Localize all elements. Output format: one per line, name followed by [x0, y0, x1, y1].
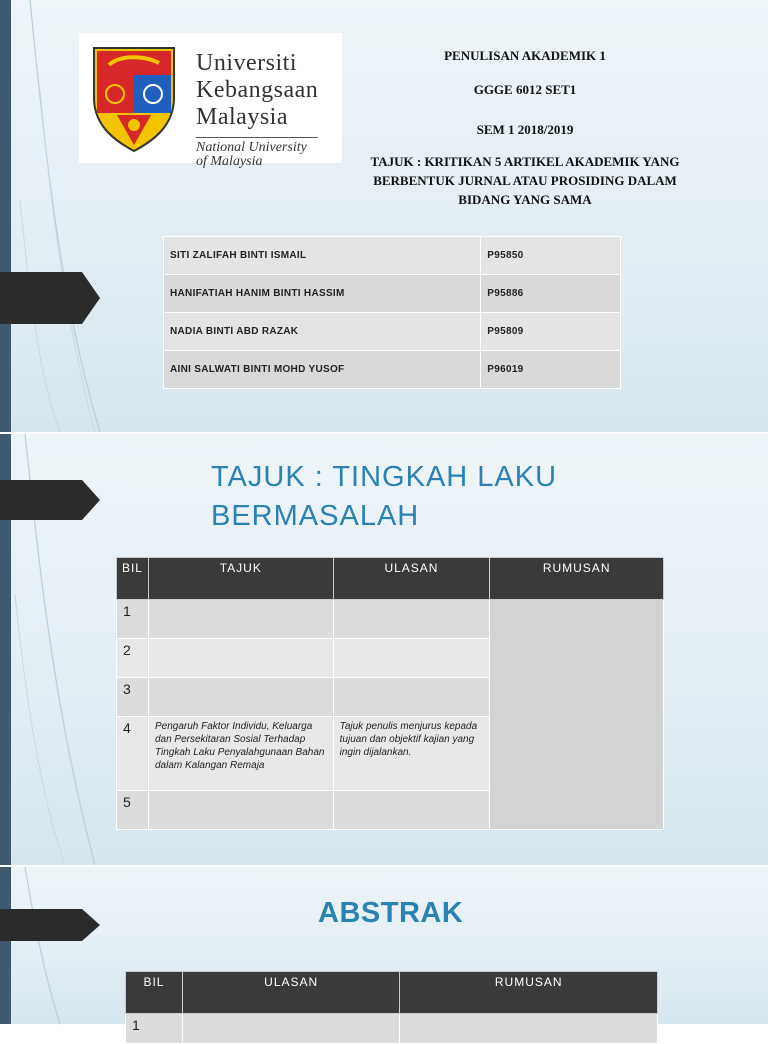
row-tajuk — [148, 791, 333, 830]
table-header-row — [117, 558, 664, 600]
decorative-lines — [0, 867, 140, 1024]
course-code: GGGE 6012 SET1 — [473, 82, 577, 97]
row-number: 3 — [117, 678, 149, 717]
header-tajuk: TAJUK — [148, 558, 333, 600]
row-tajuk — [148, 678, 333, 717]
member-name: NADIA BINTI ABD RAZAK — [164, 313, 481, 351]
slide-3 — [0, 867, 768, 1033]
topic-line-3: BIDANG YANG SAMA — [458, 192, 592, 207]
table-row — [164, 275, 621, 313]
table-row — [164, 351, 621, 389]
semester: SEM 1 2018/2019 — [476, 122, 574, 137]
rumusan-cell — [490, 600, 664, 830]
header-rumusan: RUMUSAN — [400, 972, 658, 1014]
slide-title — [211, 458, 557, 536]
slide-arrow-marker — [0, 272, 100, 324]
row-number: 5 — [117, 791, 149, 830]
table-row — [126, 1014, 658, 1044]
slide-arrow-marker — [0, 909, 100, 941]
uni-line-5: of Malaysia — [196, 154, 263, 169]
members-table — [163, 236, 621, 389]
header-ulasan: ULASAN — [182, 972, 400, 1014]
row-ulasan — [333, 600, 490, 639]
header-bil: BIL — [126, 972, 183, 1014]
table-row — [164, 237, 621, 275]
title-line-1: TAJUK : TINGKAH LAKU — [211, 461, 558, 493]
slide-1 — [0, 0, 768, 432]
member-name: SITI ZALIFAH BINTI ISMAIL — [164, 237, 481, 275]
topic-line-1: TAJUK : KRITIKAN 5 ARTIKEL AKADEMIK YANG — [370, 154, 680, 169]
row-ulasan — [333, 639, 490, 678]
row-number: 4 — [117, 717, 149, 791]
uni-line-4: National University — [196, 137, 318, 155]
row-ulasan: Tajuk penulis menjurus kepada tujuan dan objektif kajian yang ingin dijalankan. — [333, 717, 490, 791]
slide-2 — [0, 434, 768, 865]
row-number: 2 — [117, 639, 149, 678]
uni-line-3: Malaysia — [196, 104, 288, 130]
abstract-table — [125, 971, 658, 1044]
title-line-2: BERMASALAH — [211, 500, 420, 532]
member-name: HANIFATIAH HANIM BINTI HASSIM — [164, 275, 481, 313]
row-ulasan — [182, 1014, 400, 1044]
topic-line-2: BERBENTUK JURNAL ATAU PROSIDING DALAM — [373, 173, 677, 188]
row-tajuk — [148, 600, 333, 639]
review-table — [116, 557, 664, 830]
member-name: AINI SALWATI BINTI MOHD YUSOF — [164, 351, 481, 389]
member-id: P95850 — [481, 237, 621, 275]
member-id: P96019 — [481, 351, 621, 389]
slide-title: ABSTRAK — [318, 897, 464, 929]
header-rumusan: RUMUSAN — [490, 558, 664, 600]
row-ulasan — [333, 678, 490, 717]
row-number: 1 — [117, 600, 149, 639]
course-title: PENULISAN AKADEMIK 1 — [444, 48, 606, 63]
member-id: P95809 — [481, 313, 621, 351]
header-ulasan: ULASAN — [333, 558, 490, 600]
row-tajuk: Pengaruh Faktor Individu, Keluarga dan Persekitaran Sosial Terhadap Tingkah Laku Penyalahgunaan Bahan dalam Kalangan Remaja — [148, 717, 333, 791]
table-row — [117, 600, 664, 639]
row-ulasan — [333, 791, 490, 830]
university-name — [196, 50, 318, 169]
assignment-topic — [350, 152, 700, 209]
uni-line-1: Universiti — [196, 50, 297, 76]
row-number: 1 — [126, 1014, 183, 1044]
uni-line-2: Kebangsaan — [196, 77, 319, 103]
row-tajuk — [148, 639, 333, 678]
table-row — [164, 313, 621, 351]
row-rumusan — [400, 1014, 658, 1044]
member-id: P95886 — [481, 275, 621, 313]
ukm-crest-icon — [89, 43, 179, 153]
ukm-logo — [79, 33, 342, 169]
slide-arrow-marker — [0, 480, 100, 520]
table-header-row — [126, 972, 658, 1014]
header-bil: BIL — [117, 558, 149, 600]
